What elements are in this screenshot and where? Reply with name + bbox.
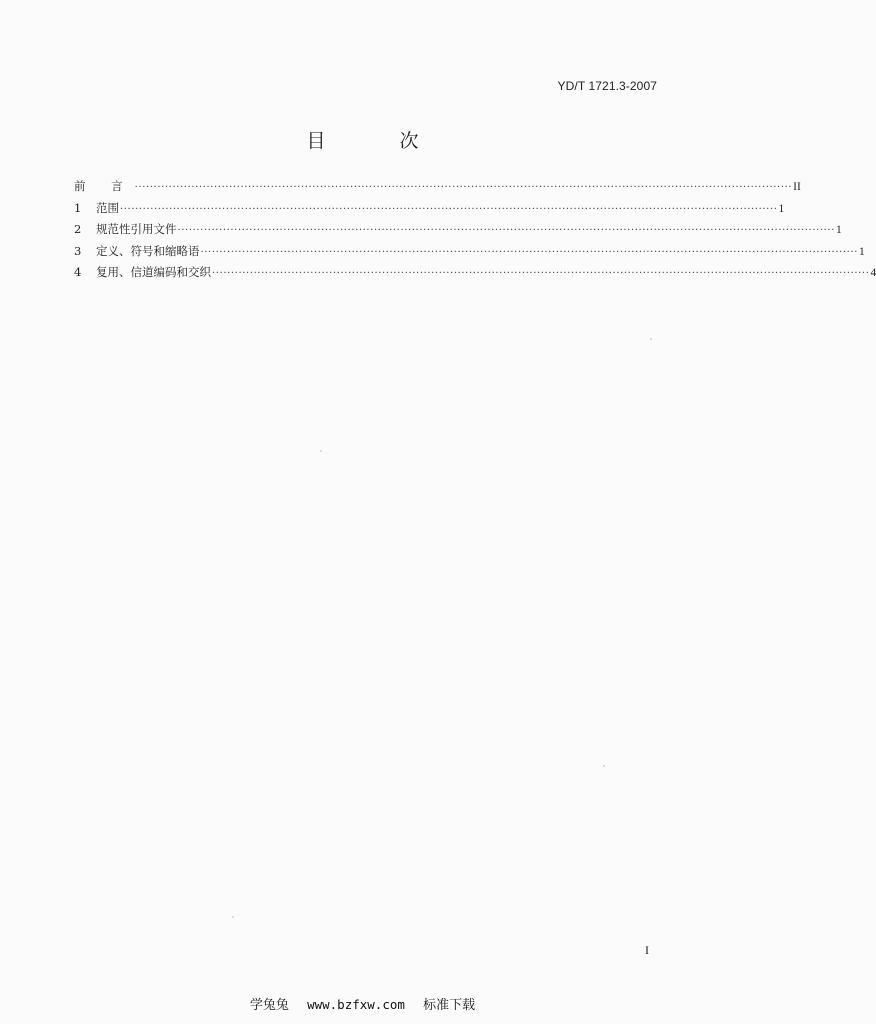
- toc-entry-label: 前 言: [74, 179, 134, 193]
- toc-leader-dots: ··············································································································································································: [212, 268, 870, 279]
- standard-number: YD/T 1721.3-2007: [557, 79, 657, 93]
- toc-entry-page: II: [793, 181, 801, 193]
- toc-entry-page: 1: [778, 202, 785, 215]
- toc-leader-dots: ··············································································································································································: [134, 182, 793, 193]
- toc-entry-number: 4: [74, 265, 82, 279]
- toc-entry-scope[interactable]: [74, 198, 785, 220]
- toc-entry-label: 规范性引用文件: [96, 222, 177, 236]
- site-footer: [0, 994, 725, 1013]
- scan-speck: [320, 450, 322, 452]
- toc-entry-normative-references[interactable]: [74, 219, 842, 241]
- toc-entry-label: 范围: [96, 200, 119, 215]
- scan-speck: [603, 765, 605, 767]
- toc-title: 目 次: [306, 130, 453, 152]
- toc-entry-label: 定义、符号和缩略语: [96, 243, 200, 258]
- toc-entry-number: 1: [74, 200, 82, 215]
- toc-entry-foreword[interactable]: [74, 176, 801, 198]
- toc-entry-page: 4: [870, 267, 876, 279]
- scan-speck: [650, 338, 652, 340]
- toc-entry-definitions[interactable]: [74, 241, 865, 263]
- site-slogan: 标准下载: [423, 998, 476, 1013]
- toc-leader-dots: ··············································································································································································: [120, 203, 778, 215]
- page-number: I: [645, 943, 649, 957]
- toc-entry-number: 3: [74, 243, 82, 258]
- toc-entry-number: 2: [74, 222, 82, 236]
- toc-entry-multiplexing[interactable]: [74, 262, 876, 284]
- site-name: 学兔兔: [249, 998, 289, 1013]
- scan-speck: [232, 916, 234, 918]
- toc-entry-page: 1: [859, 245, 865, 258]
- toc-entry-page: 1: [836, 224, 842, 236]
- toc-leader-dots: ··············································································································································································: [177, 225, 835, 236]
- toc-leader-dots: ··············································································································································································: [200, 246, 858, 258]
- site-url-link[interactable]: www.bzfxw.com: [307, 997, 405, 1012]
- table-of-contents: [74, 176, 876, 284]
- toc-entry-label: 复用、信道编码和交织: [96, 265, 211, 279]
